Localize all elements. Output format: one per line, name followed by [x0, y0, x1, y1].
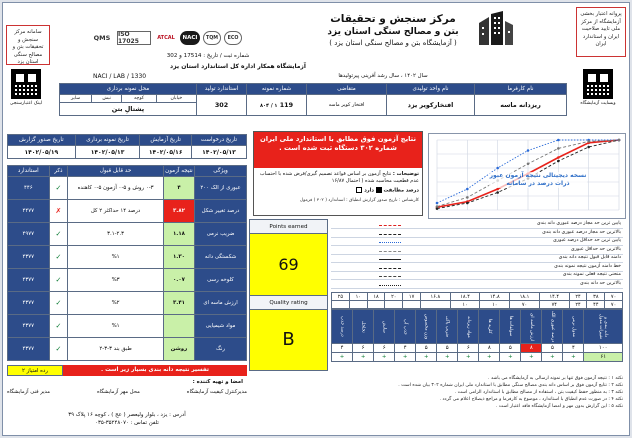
result-prop: شکستگی دانه [195, 246, 247, 269]
chart-point [557, 156, 560, 159]
val-sample-no [247, 95, 307, 116]
date-request: ۱۴۰۲/۰۵/۱۳ [191, 146, 246, 159]
grading-head: درصد جذب [332, 310, 353, 344]
result-limit: درصد ۱۴ حداکثر ۲ کل [68, 200, 164, 223]
sub-corner: نبش [92, 95, 122, 103]
result-prop: ضریب نرمی [195, 223, 247, 246]
points-value: 69 [250, 234, 327, 296]
grading-pass: + [542, 353, 563, 362]
check-icon: ✓ [55, 184, 62, 192]
legend-swatch [379, 285, 401, 286]
grading-value: ۶ [374, 344, 395, 353]
legend-item [331, 247, 623, 255]
sub-alley: کوچه [122, 95, 157, 103]
grading-pass: + [500, 353, 521, 362]
legend-item [331, 230, 623, 238]
result-alert-box [253, 131, 423, 216]
sieve-value-2 [385, 301, 403, 309]
cert-atcal-icon: ATCAL [157, 35, 175, 41]
chart-point [496, 167, 499, 170]
legend-item [331, 255, 623, 263]
grading-pass: + [437, 353, 458, 362]
legend-swatch [379, 251, 401, 252]
grading-head: کلرید ها [479, 310, 500, 344]
date-sampling: ۱۴۰۲/۰۵/۱۳ [75, 146, 140, 159]
alert-note-body: نتایج آزمون بر اساس قواعد تصمیم گیری/فرض شده با احتساب عدم قطعیت محاسبه شده ( احتمال ۱۶/۸۷ [259, 171, 419, 184]
grading-head: وزن مخصوص [416, 310, 437, 344]
qr-code-left[interactable] [11, 69, 41, 99]
result-value: ۰.۰۷ [163, 269, 194, 292]
grading-pass: + [416, 353, 437, 362]
chart-point [557, 160, 560, 163]
col-sampling-place: محل نمونه برداری [60, 84, 197, 95]
sieve-value-2 [332, 301, 350, 309]
cross-icon: ✗ [55, 207, 62, 215]
cert-tqm-icon: TQM [203, 31, 221, 45]
points-label: Points earned [250, 220, 327, 234]
legend-label: منحنی نتیجه فعلی نمونه بندی [562, 272, 621, 277]
col-sample-no: شماره نمونه [247, 84, 307, 95]
legend-swatch [379, 234, 401, 235]
val-producer: افتخارکویر یزد [387, 95, 475, 116]
legend-label: خط دامنه آزمون نتیجه نمونه بندی [554, 263, 621, 269]
alert-note-title: توضیحات : [392, 171, 419, 177]
grading-head: مدول نرمی [563, 310, 584, 344]
legend-label: بالاترین حد مجاز درصد عبوری دانه بندی [542, 229, 621, 235]
sign-seal: محل مهر آزمایشگاه [96, 389, 140, 395]
grading-pass: + [521, 353, 542, 362]
sieve-value-2: ۱۰ [480, 301, 510, 309]
chart-point [557, 147, 560, 150]
phone-line: تلفن تماس : ۳۵۲۴۸۰۷۰-۰۳۵ [95, 420, 159, 427]
chart-point [496, 188, 499, 191]
check-icon: ✓ [55, 230, 62, 238]
chart-point [527, 163, 530, 166]
result-value: ۳.۸۲ [163, 200, 194, 223]
result-value: روشن [163, 338, 194, 361]
right-info-box: پروانه اعتبار بخشی آزمایشگاه از مرکز ملی تایید صلاحیت ایران و استاندارد ایران [576, 7, 626, 57]
title-line-3: ( آزمایشگاه بتن و مصالح سنگی استان یزد ) [329, 39, 457, 47]
chart-point [618, 139, 621, 142]
date-head-sampling: تاریخ نمونه برداری [75, 135, 140, 146]
check-icon: ✓ [55, 299, 62, 307]
legend-label: پایین ترین حد مجاز درصد عبوری دانه بندی [536, 221, 621, 226]
chart-point [496, 191, 499, 194]
grading-head: سولفات ها [500, 310, 521, 344]
chart-point [466, 196, 469, 199]
note-1: نکته ۱ : نتیجه آزمون فوق تنها بر نمونه ارسالی به آزمایشگاه می باشد . [488, 376, 623, 381]
chart-point [587, 146, 590, 149]
sieve-value-2 [349, 301, 367, 309]
legend-swatch [379, 276, 401, 277]
grading-pass: + [332, 353, 353, 362]
result-limit: ۳.۱-۲.۳ [68, 223, 164, 246]
date-test: ۱۴۰۲/۰۵/۱۶ [140, 146, 191, 159]
res-head-result: نتیجه آزمون [163, 166, 194, 177]
check-ok-label: درصد مطابقت [383, 187, 419, 194]
legend-swatch [379, 242, 401, 243]
legend-item [331, 281, 623, 289]
signatures-row [7, 389, 247, 395]
result-std: ۴۳۷۷ [8, 269, 50, 292]
result-limit: %۱ [68, 246, 164, 269]
note-3: نکته ۳ : به منظور حفظ کیفیت بتن ، استفاده از مصالح مطابق با استاندارد الزامی است . [454, 389, 623, 395]
sample-no-text: 119 [279, 101, 294, 109]
result-prop: کلوخه رسی [195, 269, 247, 292]
sieve-value: ۲۵ [332, 293, 350, 301]
sub-street: خیابان [156, 95, 196, 103]
score-panel [249, 219, 328, 371]
grading-head: دانه بندی و تغییرات مدول [584, 310, 623, 344]
res-head-std: استاندارد [8, 166, 50, 177]
grading-pass: + [479, 353, 500, 362]
signatures-head: امضا و تهیه کننده : [192, 379, 243, 385]
result-limit: %۲ [68, 292, 164, 315]
result-row [8, 223, 247, 246]
col-standard: استاندارد تولید [197, 84, 247, 95]
results-footer [7, 365, 247, 376]
sieve-table [331, 292, 623, 309]
check-bad-label: دارد [364, 187, 374, 194]
sieve-value: ۱۰ [349, 293, 367, 301]
grading-pass: ۶۱ [584, 353, 623, 362]
grading-head: جذب آب [395, 310, 416, 344]
sieve-value: ۱۴.۸ [480, 293, 510, 301]
grading-value: ۸ [479, 344, 500, 353]
grading-head: درصد عبوری الک [542, 310, 563, 344]
sieve-value-2: ۴۴ [587, 301, 605, 309]
qr-code-right[interactable] [583, 69, 613, 99]
legend-item [331, 264, 623, 272]
result-row [8, 315, 247, 338]
legend-item [331, 221, 623, 229]
result-mark [49, 177, 68, 200]
result-std: ۴۳۷۷ [8, 292, 50, 315]
dates-table [7, 134, 247, 159]
legend-label: دامنه قابل قبول نتیجه دانه بندی [558, 255, 621, 260]
sieve-value-2 [403, 301, 421, 309]
date-issue: ۱۴۰۲/۰۵/۱۹ [8, 146, 76, 159]
sieve-value-2: ۱۰ [450, 301, 480, 309]
info-table [59, 83, 567, 116]
val-employer: ریزدانه ماسه [475, 95, 567, 116]
result-limit: %۱ [68, 315, 164, 338]
grading-head: سایش [374, 310, 395, 344]
result-mark [49, 200, 68, 223]
result-value: ۱.۱۸ [163, 223, 194, 246]
sieve-value: ۱۴.۴ [539, 293, 569, 301]
license-numbers: شماره ثبت / تاریخ : 17514 و 302 [166, 53, 250, 59]
grading-value: ۴ [563, 344, 584, 353]
header-titles [313, 13, 473, 47]
license-line: آزمایشگاه همکار اداره کل استاندارد استان یزد [170, 63, 306, 70]
qr-right-label: وبسایت آزمایشگاه [580, 101, 616, 106]
chart-point [557, 139, 560, 142]
legend-item [331, 238, 623, 246]
result-prop: رنگ [195, 338, 247, 361]
legend-label: پایین ترین حد حداقل درصد عبوری [553, 238, 621, 243]
date-head-test: تاریخ آزمایش [140, 135, 191, 146]
address-block [7, 411, 247, 428]
chart-point [466, 202, 469, 205]
naci-code: NACI / LAB / 1330 [93, 73, 147, 80]
grading-value: ۶ [458, 344, 479, 353]
result-std: ۴۴۶ [8, 177, 50, 200]
sieve-value: ۷۰ [605, 293, 623, 301]
result-std: ۴۳۷۷ [8, 315, 50, 338]
sample-extra: ۱ / ۸۰۴ [259, 103, 278, 109]
result-value: ۱.۳۰ [163, 246, 194, 269]
rating-value: B [250, 310, 327, 370]
report-page [2, 2, 630, 436]
result-limit: طبق بند ۳-۳-۲ [68, 338, 164, 361]
legend-swatch [379, 268, 401, 269]
sieve-value: ۱۸.۴ [450, 293, 480, 301]
alert-checks [257, 187, 419, 195]
result-mark [49, 338, 68, 361]
chart-point [466, 188, 469, 191]
result-row [8, 269, 247, 292]
date-head-request: تاریخ درخواست [191, 135, 246, 146]
sieve-value-2: ۷۰ [605, 301, 623, 309]
grading-table [331, 309, 623, 362]
sieve-value-2: ۲۴ [569, 301, 587, 309]
alert-notes [254, 168, 422, 207]
result-std: ۴۳۷۷ [8, 246, 50, 269]
grading-pass: + [563, 353, 584, 362]
cert-eco-icon: ECO [224, 31, 242, 45]
result-prop: درصد تغییر شکل [195, 200, 247, 223]
cert-qms-icon: QMS [93, 34, 111, 42]
note-2: نکته ۲ : نتایج آزمون فوق بر اساس دانه بندی مصالح سنگی مطابق با استاندارد ملی ایران شماره ۳۰۲ بیان شده است . [398, 382, 623, 388]
result-row [8, 177, 247, 200]
grading-head: ضریب پاکی [437, 310, 458, 344]
check-icon: ✓ [55, 322, 62, 330]
result-mark [49, 292, 68, 315]
grading-head: ارزش ماسه ای [521, 310, 542, 344]
sieve-value: ۲۰ [385, 293, 403, 301]
title-line-2: بتن و مصالح سنگی استان یزد [327, 27, 459, 37]
year-line: سال ۱۴۰۲ ، سال رشد آفرینی پیرتولیدها [338, 73, 428, 79]
qr-left-label: لینک اعتبارسنجی [9, 101, 43, 106]
chart-point [436, 202, 439, 205]
title-line-1: مرکز سنجش و تحقیقات [330, 13, 456, 25]
result-std: ۴۳۷۷ [8, 338, 50, 361]
col-employer: نام کارفرما [475, 84, 567, 95]
chart-panel [428, 133, 626, 219]
grading-value: ۱۰۰ [584, 344, 623, 353]
col-applicant: متقاضی [307, 84, 387, 95]
notes-block [253, 376, 623, 410]
result-value: ۴ [163, 177, 194, 200]
result-row [8, 200, 247, 223]
result-value: ۳.۴۱ [163, 292, 194, 315]
result-prop: مواد شیمیایی [195, 315, 247, 338]
result-row [8, 338, 247, 361]
date-head-issue: تاریخ صدور گزارش [8, 135, 76, 146]
grading-value: ۴ [332, 344, 353, 353]
legend-label: بالاترین حد دانه بندی [580, 280, 621, 286]
alert-footer: کارشناس : تاریخ صدور گزارش انطباق : استاندارد ( ۳۰۲ ) فرمول [299, 197, 419, 203]
grading-pass: + [458, 353, 479, 362]
grading-value: ۶ [353, 344, 374, 353]
building-logo-icon [475, 11, 515, 47]
check-icon: ✓ [55, 253, 62, 261]
result-limit: %۳ [68, 269, 164, 292]
sieve-value: ۳۸ [587, 293, 605, 301]
result-mark [49, 246, 68, 269]
chart-point [587, 140, 590, 143]
col-producer: نام واحد تولیدی [387, 84, 475, 95]
results-footer-grade: رده امتیاز ۲ [7, 365, 63, 376]
sub-other: سایر [60, 95, 92, 103]
grading-value: ۵ [437, 344, 458, 353]
sieve-value: ۱۸ [367, 293, 385, 301]
check-icon: ✓ [55, 276, 62, 284]
val-applicant: افتخار کویر ماسه [307, 95, 387, 116]
sieve-value: ۱۶.۸ [420, 293, 450, 301]
result-value [163, 315, 194, 338]
sieve-value: ۱۸.۱ [510, 293, 540, 301]
sign-quality: مدیرکنترل کیفیت آزمایشگاه [186, 389, 247, 395]
grading-pass: + [374, 353, 395, 362]
legend-swatch [379, 259, 401, 260]
results-table [7, 165, 247, 361]
sieve-value-2 [367, 301, 385, 309]
legend-label: بالاترین حد حداقل عبوری [570, 246, 621, 252]
chart-point [436, 205, 439, 208]
result-mark [49, 223, 68, 246]
sieve-value-2: ۷۴ [539, 301, 569, 309]
cert-naci-icon: NACI [180, 31, 200, 45]
legend-swatch [379, 225, 401, 226]
grading-value: ۵ [542, 344, 563, 353]
val-sampling-place: پشتالِ بتن [60, 103, 197, 116]
grading-pass: + [353, 353, 374, 362]
result-limit: ۰-۳ روش و ۵-۰ آزمون ۵-۰ کاهنده [68, 177, 164, 200]
result-std: ۴۹۷۷ [8, 223, 50, 246]
result-std: ۴۴۷۷ [8, 200, 50, 223]
legend-item [331, 272, 623, 280]
rating-label: Quality rating [250, 296, 327, 310]
result-row [8, 292, 247, 315]
sieve-value: ۱۷ [403, 293, 421, 301]
chart-title: نسخه دیجیتالی نتیجه آزمون عبور ذرات درصد در سامانه [489, 172, 587, 187]
sign-technical: مدیر فنی آزمایشگاه [7, 389, 51, 395]
sieve-value-2 [420, 301, 450, 309]
res-head-mark: ذکر [49, 166, 68, 177]
cert-iso-icon: ISO 17025 [117, 31, 151, 45]
chart-point [527, 149, 530, 152]
check-icon: ✓ [55, 345, 62, 353]
result-prop: عبوری از الک ۲۰۰ [195, 177, 247, 200]
sieve-value: ۲۴ [569, 293, 587, 301]
grading-head: تخلخل [353, 310, 374, 344]
results-footer-red: تفسیر نتیجه دانه بندی بسیار زیر است . [63, 365, 247, 376]
left-info-box: سامانه مرکز سنجش و تحقیقات بتن و مصالح سنگی استان یزد [6, 25, 50, 65]
note-4: نکته ۴ : در صورت عدم انطباق با استاندارد ، موضوع به کارفرما و مراجع ذیصلاح اعلام می گردد . [439, 396, 623, 402]
note-5: نکته ۵ : این گزارش بدون مهر و امضا آزمایشگاه فاقد اعتبار است . [495, 403, 623, 409]
grading-value: ۵ [416, 344, 437, 353]
result-mark [49, 315, 68, 338]
sieve-value-2: ۷۰ [510, 301, 540, 309]
alert-title: نتایج آزمون فوق مطابق با استاندارد ملی ایران شماره ۳۰۲ دستگاه ثبت شده است . [254, 132, 422, 168]
check-bad-box[interactable] [356, 187, 362, 193]
address-line: آدرس : یزد ، بلوار ولیعصر ( عج ) ، کوچه ۱۶ پلاک ۳۹ [68, 412, 186, 418]
grading-value: ۵ [500, 344, 521, 353]
grading-pass: + [395, 353, 416, 362]
result-prop: ارزش ماسه ای [195, 292, 247, 315]
result-mark [49, 269, 68, 292]
res-head-limit: حد قابل قبول [68, 166, 164, 177]
val-standard: 302 [197, 95, 247, 116]
result-row [8, 246, 247, 269]
res-head-prop: ویژگی [195, 166, 247, 177]
grading-value: ۴ [395, 344, 416, 353]
grading-value: ۸ [521, 344, 542, 353]
check-ok-box[interactable] [376, 187, 382, 193]
grading-head: مواد ریزدانه [458, 310, 479, 344]
